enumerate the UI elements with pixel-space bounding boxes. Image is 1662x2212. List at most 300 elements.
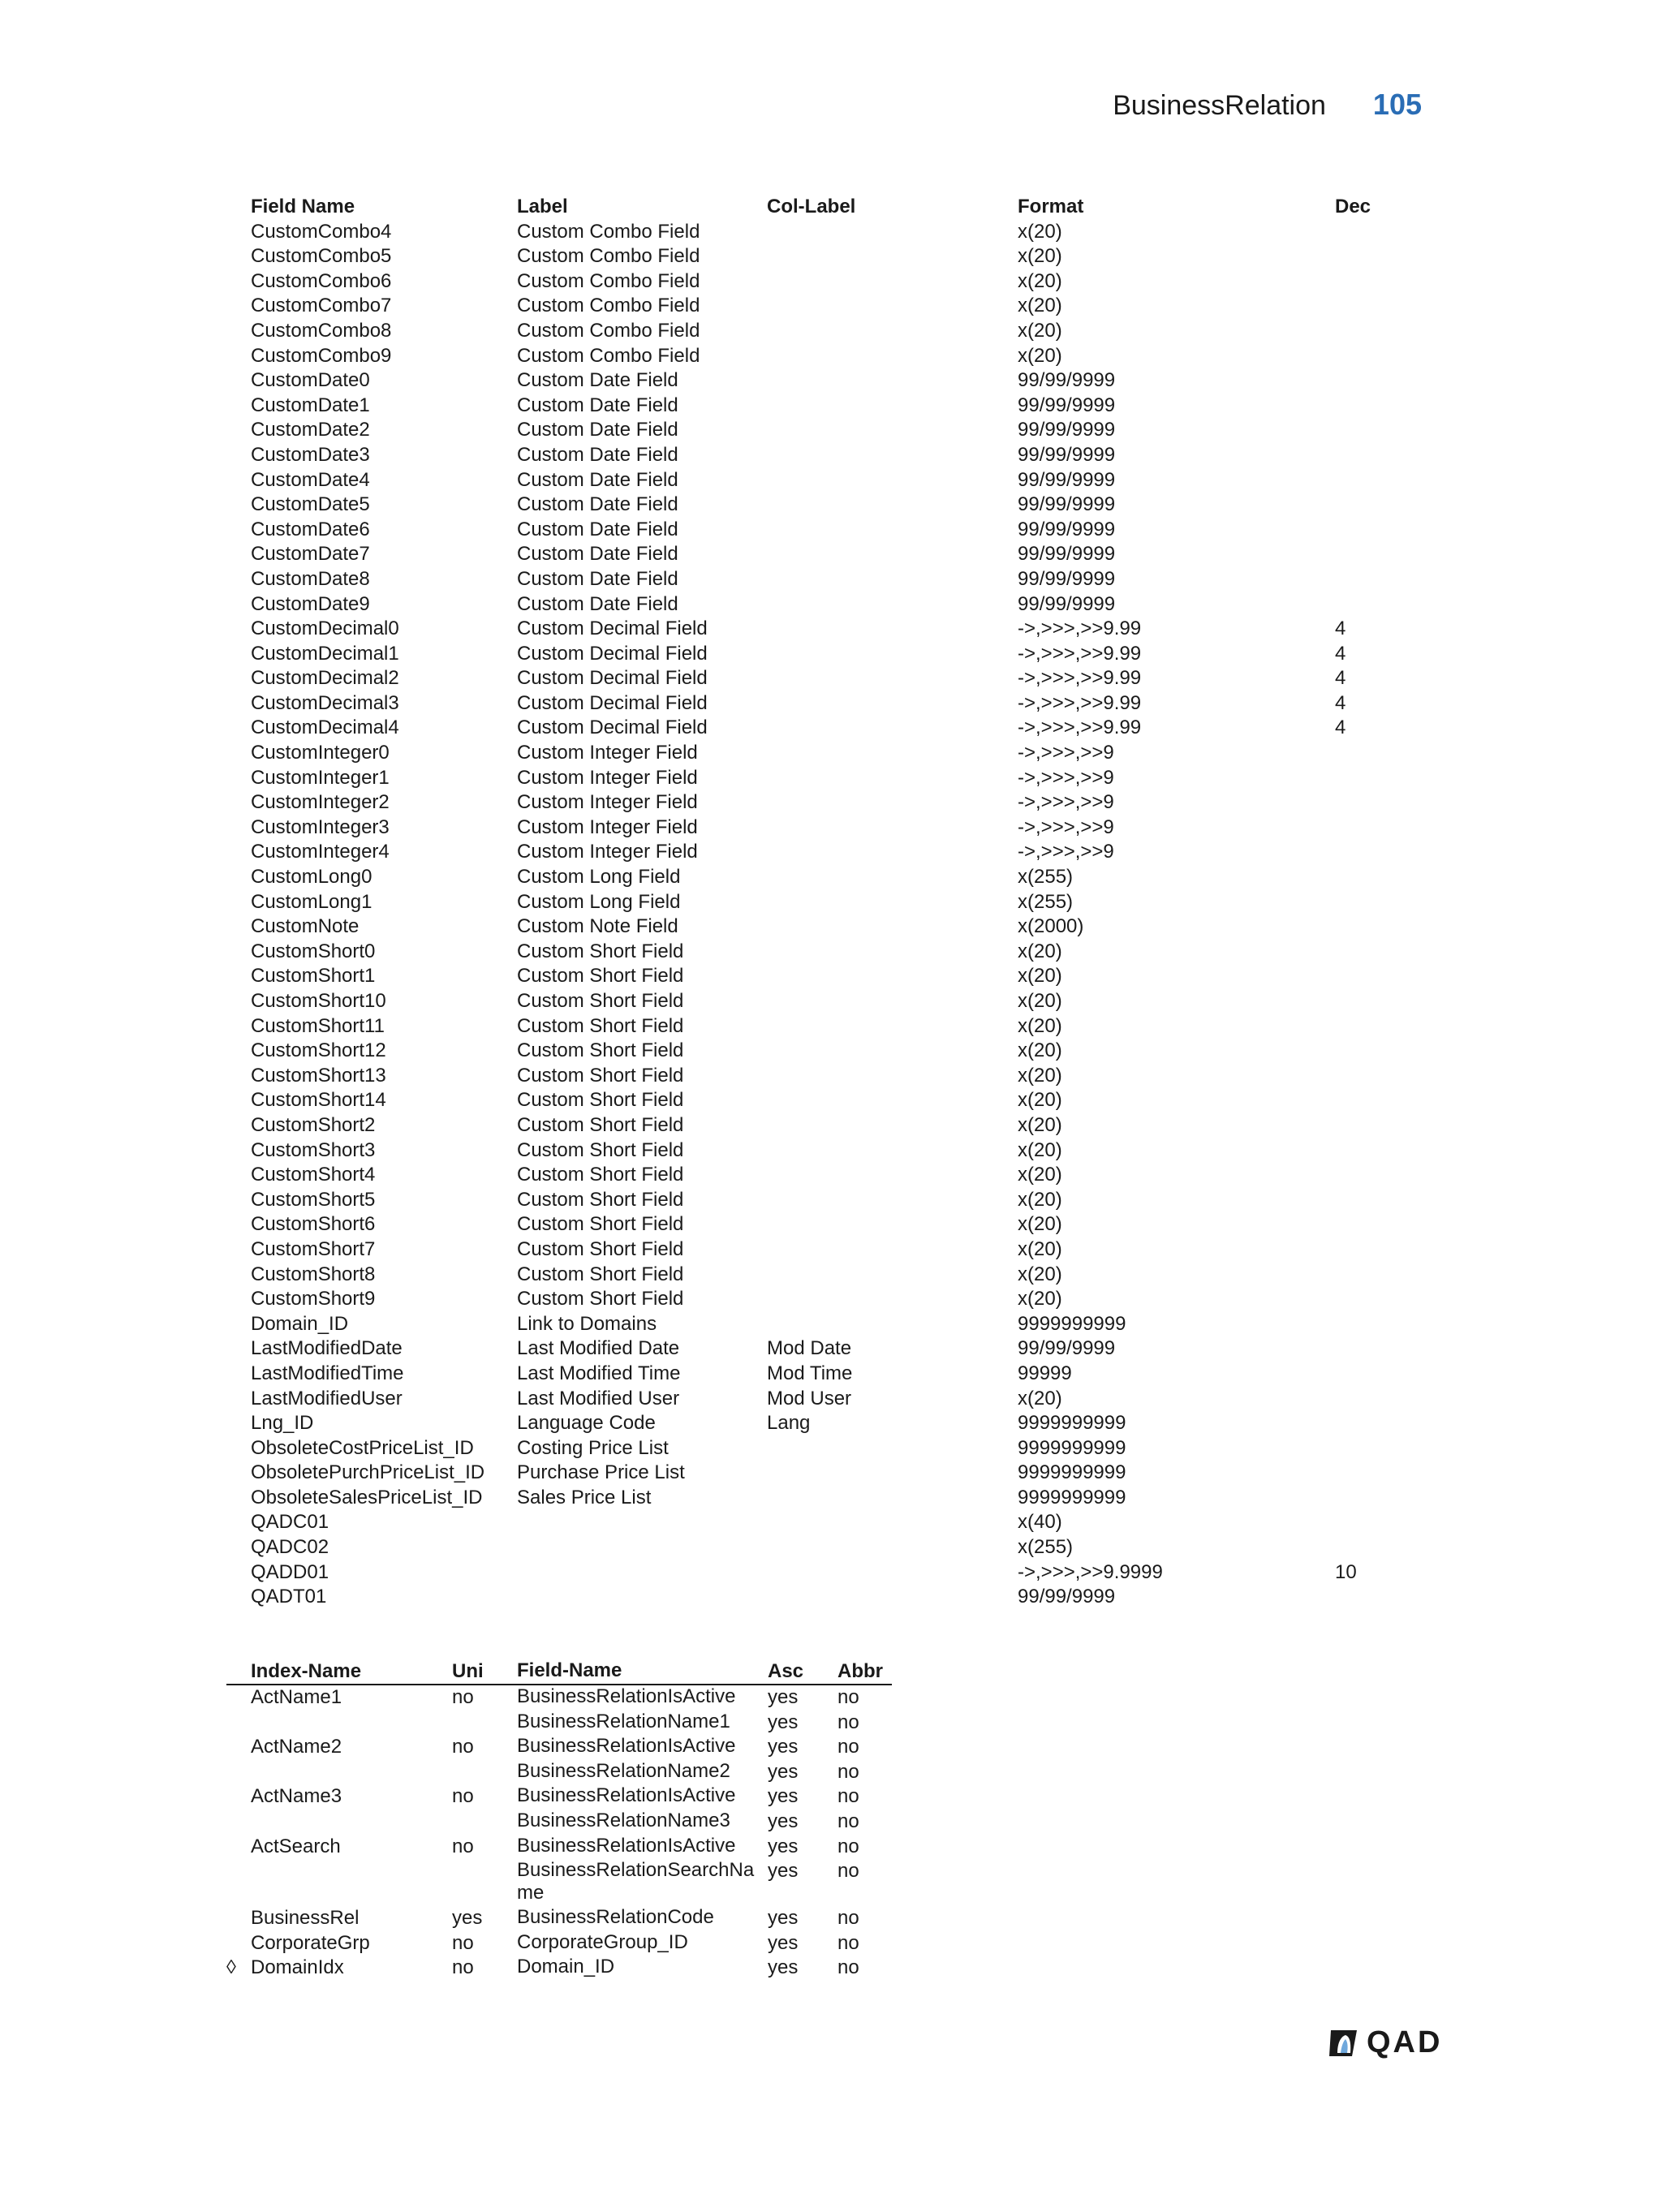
table-cell: x(40) bbox=[1018, 1511, 1062, 1534]
table-row bbox=[251, 790, 1419, 816]
table-cell: x(255) bbox=[1018, 866, 1074, 889]
table-cell: Custom Short Field bbox=[517, 1237, 684, 1260]
table-cell: 9999999999 bbox=[1018, 1461, 1126, 1484]
table-cell: no bbox=[837, 1835, 859, 1857]
table-cell: yes bbox=[768, 1711, 799, 1733]
table-row bbox=[251, 840, 1419, 865]
table-cell: yes bbox=[768, 1860, 799, 1883]
table-cell: yes bbox=[768, 1835, 799, 1857]
table-cell: x(20) bbox=[1018, 269, 1062, 292]
table-cell: Custom Date Field bbox=[517, 443, 678, 466]
table-cell: 4 bbox=[1335, 691, 1346, 714]
table-cell: Custom Date Field bbox=[517, 567, 678, 590]
table-cell: no bbox=[837, 1760, 859, 1783]
table-cell: Custom Date Field bbox=[517, 592, 678, 615]
table-cell: ->,>>>,>>9.99 bbox=[1018, 618, 1142, 640]
table-cell: Lang bbox=[767, 1412, 811, 1435]
table-cell: x(20) bbox=[1018, 1113, 1062, 1136]
column-header: Abbr bbox=[837, 1660, 883, 1682]
table-row bbox=[251, 816, 1419, 841]
table-cell: Mod Time bbox=[767, 1362, 853, 1384]
table-cell: no bbox=[837, 1931, 859, 1954]
table-row bbox=[251, 493, 1419, 518]
table-cell: no bbox=[452, 1956, 474, 1979]
table-cell: CustomLong1 bbox=[251, 890, 372, 913]
table-cell: x(20) bbox=[1018, 1039, 1062, 1062]
table-cell: no bbox=[452, 1686, 474, 1708]
table-cell: CustomInteger3 bbox=[251, 816, 390, 838]
table-cell: Custom Combo Field bbox=[517, 245, 700, 268]
table-cell: x(20) bbox=[1018, 1263, 1062, 1285]
table-row bbox=[251, 394, 1419, 419]
table-cell: CustomInteger2 bbox=[251, 791, 390, 814]
table-cell: LastModifiedDate bbox=[251, 1337, 403, 1360]
table-cell: CustomCombo7 bbox=[251, 295, 392, 317]
table-cell: QADC02 bbox=[251, 1536, 329, 1559]
table-row bbox=[251, 691, 1419, 717]
table-cell: x(20) bbox=[1018, 220, 1062, 243]
table-cell: 99/99/9999 bbox=[1018, 443, 1116, 466]
table-row bbox=[251, 1287, 1419, 1312]
table-cell: Custom Long Field bbox=[517, 890, 681, 913]
table-row bbox=[251, 592, 1419, 618]
table-cell: x(255) bbox=[1018, 1536, 1074, 1559]
column-header: Dec bbox=[1335, 196, 1371, 217]
table-cell: Custom Short Field bbox=[517, 1039, 684, 1062]
table-cell: CorporateGrp bbox=[251, 1931, 370, 1954]
table-cell: 4 bbox=[1335, 667, 1346, 690]
table-row bbox=[251, 319, 1419, 344]
table-cell: 99/99/9999 bbox=[1018, 543, 1116, 566]
table-cell: CustomDate9 bbox=[251, 592, 370, 615]
table-cell: CustomShort3 bbox=[251, 1138, 376, 1161]
table-cell: ->,>>>,>>9 bbox=[1018, 816, 1114, 838]
table-cell: Last Modified Date bbox=[517, 1337, 680, 1360]
table-cell: Custom Short Field bbox=[517, 1113, 684, 1136]
table-row bbox=[251, 1237, 1419, 1263]
table-cell: ->,>>>,>>9.99 bbox=[1018, 667, 1142, 690]
marker-symbol: ◊ bbox=[226, 1956, 236, 1979]
table-cell: 99/99/9999 bbox=[1018, 567, 1116, 590]
table-cell: no bbox=[452, 1931, 474, 1954]
table-cell: 99/99/9999 bbox=[1018, 468, 1116, 491]
table-cell: Custom Integer Field bbox=[517, 791, 698, 814]
table-cell: Custom Note Field bbox=[517, 915, 678, 938]
table-cell: CustomDate7 bbox=[251, 543, 370, 566]
table-cell: x(20) bbox=[1018, 295, 1062, 317]
table-cell: Custom Short Field bbox=[517, 1138, 684, 1161]
table-cell: yes bbox=[452, 1907, 483, 1930]
table-cell: CustomDate1 bbox=[251, 394, 370, 416]
table-row bbox=[251, 989, 1419, 1014]
table-row bbox=[251, 1039, 1419, 1064]
logo-text: QAD bbox=[1367, 2025, 1443, 2059]
table-row bbox=[251, 1362, 1419, 1387]
table-cell: Language Code bbox=[517, 1412, 656, 1435]
index-table bbox=[226, 1659, 892, 1981]
table-row bbox=[251, 964, 1419, 989]
table-cell: CustomShort7 bbox=[251, 1237, 376, 1260]
table-cell: Custom Decimal Field bbox=[517, 667, 708, 690]
table-cell: BusinessRelationIsActive bbox=[517, 1784, 736, 1807]
table-cell: CustomDate4 bbox=[251, 468, 370, 491]
column-header: Label bbox=[517, 196, 568, 217]
table-cell: x(20) bbox=[1018, 1288, 1062, 1310]
table-row bbox=[251, 368, 1419, 394]
table-row bbox=[251, 1461, 1419, 1486]
table-row bbox=[251, 1585, 1419, 1610]
table-cell: BusinessRelationIsActive bbox=[517, 1735, 736, 1758]
table-cell: ObsoletePurchPriceList_ID bbox=[251, 1461, 485, 1484]
table-cell: Custom Date Field bbox=[517, 419, 678, 441]
table-row bbox=[251, 294, 1419, 319]
table-row bbox=[251, 1263, 1419, 1288]
table-row bbox=[251, 542, 1419, 567]
table-cell: Custom Decimal Field bbox=[517, 642, 708, 665]
table-cell: BusinessRelationIsActive bbox=[517, 1685, 736, 1707]
table-row bbox=[251, 1014, 1419, 1039]
table-row bbox=[251, 617, 1419, 642]
table-cell: CustomDate5 bbox=[251, 493, 370, 516]
fields-table-body bbox=[251, 220, 1419, 1610]
table-cell: BusinessRelationName3 bbox=[517, 1809, 730, 1831]
table-cell: CustomDecimal1 bbox=[251, 642, 399, 665]
table-cell: Custom Combo Field bbox=[517, 319, 700, 342]
table-row bbox=[251, 940, 1419, 965]
column-header: Asc bbox=[768, 1660, 804, 1682]
table-row bbox=[226, 1810, 892, 1835]
table-row bbox=[251, 518, 1419, 543]
table-cell: yes bbox=[768, 1785, 799, 1808]
table-cell: CustomShort1 bbox=[251, 965, 376, 988]
table-row bbox=[251, 1387, 1419, 1412]
table-row bbox=[251, 567, 1419, 592]
table-cell: Custom Short Field bbox=[517, 990, 684, 1012]
table-cell: yes bbox=[768, 1760, 799, 1783]
table-cell: BusinessRelationSearchName bbox=[517, 1859, 755, 1904]
table-cell: no bbox=[837, 1860, 859, 1883]
table-cell: CustomDecimal2 bbox=[251, 667, 399, 690]
table-row bbox=[251, 1436, 1419, 1461]
table-cell: x(20) bbox=[1018, 1064, 1062, 1087]
table-cell: CustomShort2 bbox=[251, 1113, 376, 1136]
table-row bbox=[226, 1711, 892, 1736]
table-row bbox=[251, 1064, 1419, 1089]
table-cell: LastModifiedUser bbox=[251, 1387, 403, 1409]
table-cell: x(20) bbox=[1018, 940, 1062, 962]
table-row bbox=[251, 468, 1419, 493]
table-cell: Custom Combo Field bbox=[517, 295, 700, 317]
table-row bbox=[226, 1760, 892, 1785]
table-row bbox=[251, 1411, 1419, 1436]
table-cell: Custom Decimal Field bbox=[517, 717, 708, 739]
table-row bbox=[251, 890, 1419, 915]
table-row bbox=[251, 914, 1419, 940]
table-cell: no bbox=[452, 1835, 474, 1857]
table-row bbox=[226, 1835, 892, 1860]
table-cell: Custom Short Field bbox=[517, 1014, 684, 1037]
table-cell: CustomShort13 bbox=[251, 1064, 386, 1087]
table-cell: ObsoleteCostPriceList_ID bbox=[251, 1436, 474, 1459]
table-row bbox=[251, 716, 1419, 741]
table-cell: no bbox=[837, 1907, 859, 1930]
table-cell: CustomShort14 bbox=[251, 1089, 386, 1112]
table-cell: CustomInteger4 bbox=[251, 841, 390, 863]
column-header: Field-Name bbox=[517, 1659, 622, 1681]
table-cell: CustomCombo8 bbox=[251, 319, 392, 342]
table-row bbox=[251, 1113, 1419, 1138]
table-row bbox=[251, 443, 1419, 468]
table-cell: 99/99/9999 bbox=[1018, 394, 1116, 416]
table-cell: 99/99/9999 bbox=[1018, 518, 1116, 540]
table-row bbox=[226, 1931, 892, 1956]
table-cell: Custom Date Field bbox=[517, 369, 678, 392]
table-cell: 9999999999 bbox=[1018, 1412, 1126, 1435]
index-table-body bbox=[226, 1685, 892, 1981]
table-cell: Link to Domains bbox=[517, 1312, 657, 1335]
table-cell: CustomShort6 bbox=[251, 1213, 376, 1236]
table-cell: QADD01 bbox=[251, 1560, 329, 1583]
table-cell: QADC01 bbox=[251, 1511, 329, 1534]
table-cell: CustomShort11 bbox=[251, 1014, 385, 1037]
table-cell: Last Modified Time bbox=[517, 1362, 681, 1384]
index-table-header bbox=[226, 1659, 892, 1685]
table-cell: Domain_ID bbox=[251, 1312, 349, 1335]
table-row bbox=[251, 1138, 1419, 1164]
table-cell: Custom Date Field bbox=[517, 518, 678, 540]
table-cell: x(20) bbox=[1018, 1237, 1062, 1260]
table-cell: Mod Date bbox=[767, 1337, 852, 1360]
table-cell: 4 bbox=[1335, 618, 1346, 640]
table-cell: Custom Long Field bbox=[517, 866, 681, 889]
table-cell: Custom Date Field bbox=[517, 543, 678, 566]
table-cell: LastModifiedTime bbox=[251, 1362, 404, 1384]
table-cell: Custom Integer Field bbox=[517, 816, 698, 838]
table-cell: CustomDecimal4 bbox=[251, 717, 399, 739]
table-cell: Mod User bbox=[767, 1387, 852, 1409]
table-row bbox=[251, 1088, 1419, 1113]
table-cell: ObsoleteSalesPriceList_ID bbox=[251, 1486, 483, 1508]
table-cell: Custom Decimal Field bbox=[517, 618, 708, 640]
table-cell: CustomDecimal3 bbox=[251, 691, 399, 714]
table-cell: 4 bbox=[1335, 642, 1346, 665]
table-cell: x(20) bbox=[1018, 1089, 1062, 1112]
table-row bbox=[251, 269, 1419, 295]
table-cell: CustomDecimal0 bbox=[251, 618, 399, 640]
table-row bbox=[251, 1212, 1419, 1237]
table-cell: Custom Integer Field bbox=[517, 841, 698, 863]
table-cell: x(20) bbox=[1018, 319, 1062, 342]
table-row bbox=[226, 1735, 892, 1760]
table-row bbox=[226, 1859, 892, 1906]
table-cell: no bbox=[837, 1711, 859, 1733]
table-row bbox=[251, 1163, 1419, 1188]
table-row bbox=[226, 1956, 892, 1981]
table-row bbox=[251, 766, 1419, 791]
table-row bbox=[251, 666, 1419, 691]
table-cell: DomainIdx bbox=[251, 1956, 344, 1979]
table-cell: yes bbox=[768, 1956, 799, 1979]
table-cell: ->,>>>,>>9 bbox=[1018, 841, 1114, 863]
table-cell: 99/99/9999 bbox=[1018, 1586, 1116, 1608]
table-cell: x(20) bbox=[1018, 965, 1062, 988]
fields-table-header bbox=[251, 195, 1419, 220]
table-cell: 4 bbox=[1335, 717, 1346, 739]
table-cell: CorporateGroup_ID bbox=[517, 1930, 688, 1953]
table-cell: ActSearch bbox=[251, 1835, 341, 1857]
table-cell: yes bbox=[768, 1931, 799, 1954]
table-cell: BusinessRelationName2 bbox=[517, 1759, 730, 1782]
page-title: BusinessRelation bbox=[1113, 90, 1326, 121]
table-cell: CustomShort5 bbox=[251, 1188, 376, 1211]
table-cell: CustomLong0 bbox=[251, 866, 372, 889]
table-cell: QADT01 bbox=[251, 1586, 327, 1608]
table-cell: ActName1 bbox=[251, 1686, 342, 1708]
table-cell: CustomDate0 bbox=[251, 369, 370, 392]
table-cell: CustomShort8 bbox=[251, 1263, 376, 1285]
table-cell: Custom Combo Field bbox=[517, 269, 700, 292]
table-row bbox=[226, 1685, 892, 1711]
table-cell: x(20) bbox=[1018, 1188, 1062, 1211]
table-cell: CustomShort4 bbox=[251, 1164, 376, 1186]
table-cell: BusinessRelationIsActive bbox=[517, 1834, 736, 1857]
table-cell: 10 bbox=[1335, 1560, 1357, 1583]
table-cell: x(2000) bbox=[1018, 915, 1084, 938]
table-cell: Custom Short Field bbox=[517, 1263, 684, 1285]
table-cell: ->,>>>,>>9 bbox=[1018, 766, 1114, 789]
table-cell: CustomDate8 bbox=[251, 567, 370, 590]
table-cell: ->,>>>,>>9.9999 bbox=[1018, 1560, 1163, 1583]
table-cell: yes bbox=[768, 1810, 799, 1832]
table-cell: Custom Decimal Field bbox=[517, 691, 708, 714]
table-cell: no bbox=[837, 1810, 859, 1832]
table-row bbox=[251, 642, 1419, 667]
table-cell: x(20) bbox=[1018, 1014, 1062, 1037]
table-cell: CustomInteger1 bbox=[251, 766, 390, 789]
table-cell: ->,>>>,>>9 bbox=[1018, 791, 1114, 814]
table-row bbox=[251, 220, 1419, 245]
table-cell: CustomCombo4 bbox=[251, 220, 392, 243]
table-cell: CustomDate6 bbox=[251, 518, 370, 540]
table-row bbox=[251, 1312, 1419, 1337]
table-cell: x(20) bbox=[1018, 245, 1062, 268]
table-cell: BusinessRelationName1 bbox=[517, 1710, 730, 1732]
qad-logo-icon bbox=[1328, 2029, 1360, 2058]
table-cell: 99/99/9999 bbox=[1018, 419, 1116, 441]
table-cell: Custom Combo Field bbox=[517, 220, 700, 243]
table-cell: yes bbox=[768, 1686, 799, 1708]
table-row bbox=[251, 1560, 1419, 1586]
table-cell: yes bbox=[768, 1736, 799, 1758]
table-cell: x(20) bbox=[1018, 1164, 1062, 1186]
table-cell: Custom Date Field bbox=[517, 468, 678, 491]
table-row bbox=[251, 865, 1419, 890]
page-number: 105 bbox=[1372, 88, 1422, 121]
table-row bbox=[251, 244, 1419, 269]
table-cell: Purchase Price List bbox=[517, 1461, 685, 1484]
table-cell: 99/99/9999 bbox=[1018, 1337, 1116, 1360]
table-cell: ->,>>>,>>9.99 bbox=[1018, 717, 1142, 739]
table-cell: Custom Date Field bbox=[517, 493, 678, 516]
table-cell: Custom Short Field bbox=[517, 1213, 684, 1236]
table-cell: ActName3 bbox=[251, 1785, 342, 1808]
table-row bbox=[251, 1188, 1419, 1213]
table-cell: Lng_ID bbox=[251, 1412, 314, 1435]
table-cell: Custom Short Field bbox=[517, 1288, 684, 1310]
table-cell: CustomDate3 bbox=[251, 443, 370, 466]
table-row bbox=[251, 1510, 1419, 1535]
table-row bbox=[251, 1535, 1419, 1560]
table-row bbox=[251, 418, 1419, 443]
table-cell: x(255) bbox=[1018, 890, 1074, 913]
table-cell: Costing Price List bbox=[517, 1436, 669, 1459]
table-cell: no bbox=[452, 1736, 474, 1758]
table-cell: 99/99/9999 bbox=[1018, 592, 1116, 615]
table-cell: x(20) bbox=[1018, 1213, 1062, 1236]
table-cell: Sales Price List bbox=[517, 1486, 652, 1508]
table-cell: Last Modified User bbox=[517, 1387, 680, 1409]
table-cell: Custom Integer Field bbox=[517, 766, 698, 789]
table-cell: yes bbox=[768, 1907, 799, 1930]
table-row bbox=[226, 1784, 892, 1810]
column-header: Field Name bbox=[251, 196, 355, 217]
table-cell: no bbox=[837, 1736, 859, 1758]
table-cell: CustomCombo6 bbox=[251, 269, 392, 292]
table-cell: ->,>>>,>>9.99 bbox=[1018, 691, 1142, 714]
table-cell: 9999999999 bbox=[1018, 1486, 1126, 1508]
table-cell: Domain_ID bbox=[517, 1956, 615, 1978]
table-cell: no bbox=[837, 1956, 859, 1979]
table-row bbox=[251, 1336, 1419, 1362]
table-cell: 99/99/9999 bbox=[1018, 369, 1116, 392]
table-cell: CustomShort9 bbox=[251, 1288, 376, 1310]
table-cell: ->,>>>,>>9 bbox=[1018, 742, 1114, 764]
table-cell: no bbox=[837, 1686, 859, 1708]
column-header: Uni bbox=[452, 1660, 484, 1682]
table-cell: Custom Short Field bbox=[517, 965, 684, 988]
table-cell: 9999999999 bbox=[1018, 1436, 1126, 1459]
table-cell: x(20) bbox=[1018, 344, 1062, 367]
table-cell: ->,>>>,>>9.99 bbox=[1018, 642, 1142, 665]
table-cell: CustomCombo9 bbox=[251, 344, 392, 367]
table-cell: Custom Short Field bbox=[517, 1164, 684, 1186]
table-cell: BusinessRel bbox=[251, 1907, 360, 1930]
table-cell: CustomShort12 bbox=[251, 1039, 386, 1062]
table-cell: x(20) bbox=[1018, 1138, 1062, 1161]
table-cell: BusinessRelationCode bbox=[517, 1906, 714, 1929]
table-cell: CustomCombo5 bbox=[251, 245, 392, 268]
qad-logo bbox=[1328, 2025, 1442, 2060]
table-cell: CustomShort10 bbox=[251, 990, 386, 1012]
column-header: Format bbox=[1018, 196, 1084, 217]
table-cell: CustomDate2 bbox=[251, 419, 370, 441]
table-row bbox=[226, 1906, 892, 1931]
table-row bbox=[251, 344, 1419, 369]
table-cell: 9999999999 bbox=[1018, 1312, 1126, 1335]
table-cell: 99999 bbox=[1018, 1362, 1072, 1384]
column-header: Col-Label bbox=[767, 196, 856, 217]
table-cell: 99/99/9999 bbox=[1018, 493, 1116, 516]
table-row bbox=[251, 1486, 1419, 1511]
table-cell: Custom Date Field bbox=[517, 394, 678, 416]
table-row bbox=[251, 741, 1419, 766]
table-cell: CustomShort0 bbox=[251, 940, 376, 962]
column-header: Index-Name bbox=[251, 1660, 362, 1682]
table-cell: no bbox=[837, 1785, 859, 1808]
table-cell: ActName2 bbox=[251, 1736, 342, 1758]
table-cell: Custom Short Field bbox=[517, 940, 684, 962]
table-cell: CustomNote bbox=[251, 915, 360, 938]
